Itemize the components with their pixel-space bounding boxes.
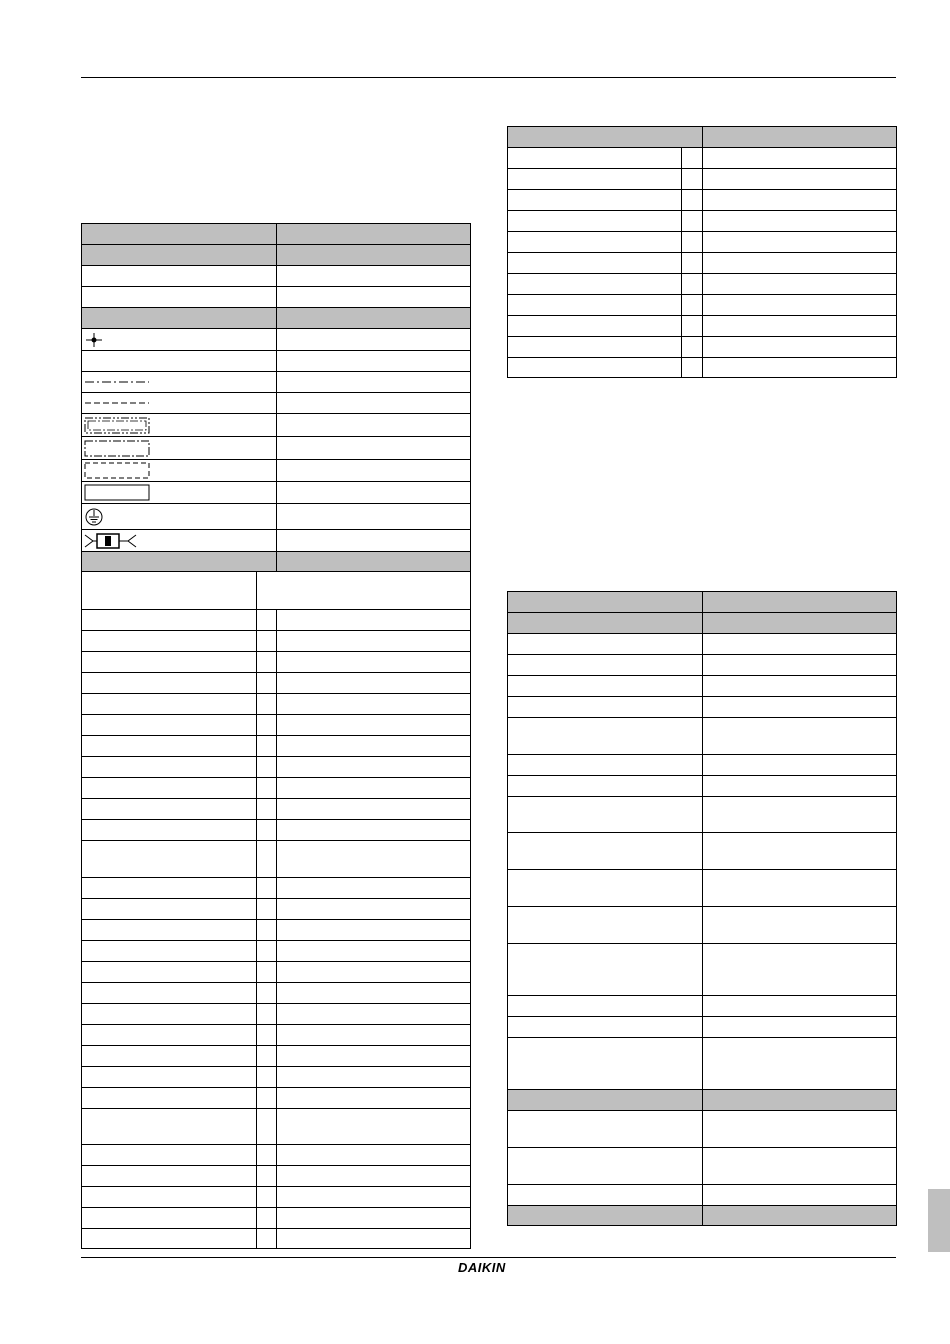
table-row: [508, 147, 896, 168]
table-row: [82, 961, 470, 982]
table-row: [508, 696, 896, 717]
dashed-line-icon: [84, 399, 150, 407]
table-row: [82, 714, 470, 735]
table-row: [82, 350, 470, 371]
table-row: [82, 328, 470, 350]
table-row: [508, 717, 896, 754]
table-row: [82, 265, 470, 286]
table-row: [82, 877, 470, 898]
table-row: [82, 840, 470, 877]
table-row: [82, 503, 470, 529]
table-row: [82, 1165, 470, 1186]
table-row: [82, 571, 470, 609]
table-row: [508, 995, 896, 1016]
brand-logo: DAIKIN: [458, 1260, 506, 1275]
table-header-row: [82, 223, 470, 244]
component-table: [507, 126, 897, 378]
table-row: [508, 273, 896, 294]
table-row: [508, 357, 896, 378]
table-row: [82, 982, 470, 1003]
section-header-row: [508, 612, 896, 633]
table-header-row: [508, 591, 896, 612]
table-row: [82, 1003, 470, 1024]
section-header-row: [82, 551, 470, 571]
section-header-row: [82, 307, 470, 328]
section-header-row: [508, 1089, 896, 1110]
table-header-row: [508, 126, 896, 147]
table-row: [82, 1087, 470, 1108]
table-row: [82, 459, 470, 481]
table-row: [82, 1108, 470, 1144]
table-row: [508, 675, 896, 696]
table-row: [508, 943, 896, 995]
table-row: [82, 1024, 470, 1045]
wiring-legend-table: [81, 223, 471, 1249]
table-row: [508, 906, 896, 943]
table-row: [82, 1228, 470, 1249]
table-row: [508, 832, 896, 869]
table-row: [508, 869, 896, 906]
dashed-frame-icon: [84, 462, 150, 479]
table-row: [508, 796, 896, 832]
table-row: [508, 210, 896, 231]
table-row: [82, 1207, 470, 1228]
table-row: [82, 672, 470, 693]
section-header-row: [82, 244, 470, 265]
table-row: [82, 919, 470, 940]
table-row: [508, 633, 896, 654]
table-row: [82, 940, 470, 961]
table-row: [508, 315, 896, 336]
table-row: [508, 294, 896, 315]
section-header-row: [508, 1205, 896, 1226]
table-row: [508, 1016, 896, 1037]
table-row: [508, 189, 896, 210]
table-row: [82, 1066, 470, 1087]
table-row: [508, 654, 896, 675]
table-row: [82, 1186, 470, 1207]
option-table: [507, 591, 897, 1226]
table-row: [82, 1045, 470, 1066]
junction-icon: [84, 332, 104, 348]
table-row: [508, 1184, 896, 1205]
table-row: [82, 1144, 470, 1165]
table-row: [82, 798, 470, 819]
table-row: [82, 735, 470, 756]
table-row: [82, 819, 470, 840]
table-row: [82, 413, 470, 436]
table-row: [82, 436, 470, 459]
table-row: [82, 898, 470, 919]
table-row: [82, 371, 470, 392]
dash-dot-line-icon: [84, 378, 150, 386]
table-row: [508, 168, 896, 189]
table-row: [508, 336, 896, 357]
table-row: [82, 529, 470, 551]
footer-rule: [81, 1257, 896, 1258]
table-row: [82, 777, 470, 798]
table-row: [508, 1147, 896, 1184]
table-row: [82, 630, 470, 651]
protective-earth-icon: [84, 507, 104, 527]
table-row: [82, 392, 470, 413]
header-rule: [81, 77, 896, 78]
table-row: [82, 756, 470, 777]
dash-dot-frame-icon: [84, 440, 150, 457]
table-row: [508, 775, 896, 796]
connector-icon: [84, 533, 138, 549]
table-row: [508, 754, 896, 775]
table-row: [508, 252, 896, 273]
table-row: [82, 286, 470, 307]
table-row: [82, 693, 470, 714]
dash-double-dot-frame-icon: [84, 417, 150, 434]
table-row: [508, 1110, 896, 1147]
table-row: [508, 1037, 896, 1089]
table-row: [508, 231, 896, 252]
chapter-tab: [928, 1189, 950, 1252]
table-row: [82, 651, 470, 672]
table-row: [82, 481, 470, 503]
table-row: [82, 609, 470, 630]
solid-frame-icon: [84, 484, 150, 501]
